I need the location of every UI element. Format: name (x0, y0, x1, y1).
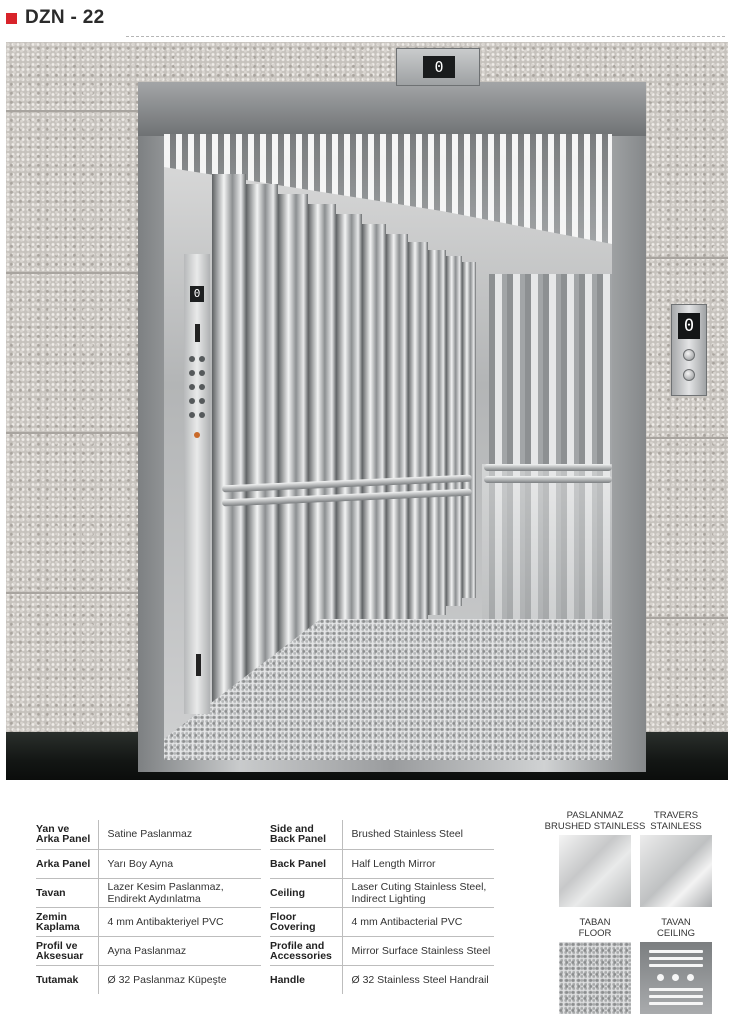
spec-value: Yarı Boy Ayna (98, 849, 261, 878)
spec-value: Ø 32 Stainless Steel Handrail (351, 973, 489, 986)
swatch-caption-travers (621, 810, 731, 832)
table-row (270, 878, 494, 907)
spec-value: 4 mm Antibakteriyel PVC (98, 907, 261, 936)
swatch-floor (559, 942, 631, 1014)
side-panel (246, 184, 278, 724)
spec-label: Profile and Accessories (270, 936, 342, 965)
floor-button[interactable] (199, 412, 205, 418)
side-panel (278, 194, 308, 704)
service-slot-icon (196, 654, 201, 676)
floor-button[interactable] (189, 412, 195, 418)
side-panel (362, 224, 386, 654)
table-row (270, 965, 494, 994)
stone-seam (6, 110, 141, 112)
spec-table-turkish (36, 820, 261, 994)
hall-display: 0 (678, 313, 700, 339)
page-title: DZN - 22 (25, 7, 105, 28)
table-row (270, 907, 494, 936)
spec-label: Back Panel (270, 849, 342, 878)
floor-button[interactable] (189, 356, 195, 362)
door-header (138, 82, 646, 136)
table-row (36, 965, 261, 994)
spec-label: Tavan (36, 878, 98, 907)
swatch-caption-line: BRUSHED STAINLESS (544, 821, 646, 832)
floor-button[interactable] (189, 370, 195, 376)
spec-label: Arka Panel (36, 849, 98, 878)
spec-label: Tutamak (36, 965, 98, 994)
handrail (484, 476, 612, 483)
red-square-icon (6, 13, 17, 24)
spec-value: Lazer Kesim Paslanmaz, Endirekt Aydınlatma (98, 878, 261, 907)
spec-label: Ceiling (270, 878, 342, 907)
side-panel (408, 242, 428, 627)
table-row (36, 936, 261, 965)
table-row (36, 820, 261, 849)
side-panel (462, 262, 476, 598)
floor-indicator-display: 0 (423, 56, 455, 78)
spec-label: Side and Back Panel (270, 820, 342, 849)
stone-seam (642, 437, 728, 439)
spec-value: Mirror Surface Stainless Steel (342, 936, 494, 965)
spec-table-english (270, 820, 494, 994)
spec-label: Yan ve Arka Panel (36, 820, 98, 849)
swatch-brushed-stainless (559, 835, 631, 907)
ceiling-slot (649, 964, 703, 967)
swatch-caption-ceiling (621, 917, 731, 939)
call-down-button[interactable] (683, 369, 695, 381)
spec-value: Brushed Stainless Steel (342, 820, 494, 849)
swatch-caption-line: CEILING (656, 928, 695, 939)
floor-button[interactable] (199, 370, 205, 376)
spec-value: Ø 32 Paslanmaz Küpeşte (107, 973, 227, 986)
swatch-ceiling (640, 942, 712, 1014)
side-panel (336, 214, 362, 669)
spec-label: Floor Covering (270, 907, 342, 936)
side-panel (428, 250, 446, 615)
ceiling-slot (649, 995, 703, 998)
spec-label: Zemin Kaplama (36, 907, 98, 936)
header-divider (126, 36, 725, 37)
key-switch-icon (195, 324, 200, 342)
swatch-travers-stainless (640, 835, 712, 907)
ceiling-light (657, 974, 664, 981)
table-row (36, 907, 261, 936)
alarm-button[interactable] (194, 432, 200, 438)
call-up-button[interactable] (683, 349, 695, 361)
car-operating-panel (184, 254, 210, 714)
stone-seam (6, 592, 141, 594)
floor-indicator (396, 48, 480, 86)
floor-button[interactable] (189, 384, 195, 390)
ceiling-slot (649, 950, 703, 953)
side-panel (446, 256, 462, 606)
side-panel (212, 174, 246, 744)
spec-value: 4 mm Antibacterial PVC (342, 907, 494, 936)
stone-seam (6, 272, 141, 274)
table-row (270, 849, 494, 878)
floor-button[interactable] (199, 356, 205, 362)
floor-button[interactable] (189, 398, 195, 404)
swatch-caption-line: STAINLESS (650, 821, 702, 832)
table-row (36, 849, 261, 878)
floor-button[interactable] (199, 398, 205, 404)
side-panel (386, 234, 408, 639)
spec-label: Handle (270, 965, 342, 994)
ceiling-light (672, 974, 679, 981)
spec-value: Ayna Paslanmaz (98, 936, 261, 965)
cop-display: 0 (190, 286, 204, 302)
side-panel (308, 204, 336, 684)
swatch-caption-line: PASLANMAZ (566, 810, 624, 821)
ceiling-light (687, 974, 694, 981)
table-row (270, 820, 494, 849)
spec-label: Profil ve Aksesuar (36, 936, 98, 965)
table-row (270, 936, 494, 965)
table-row (36, 878, 261, 907)
floor-button[interactable] (199, 384, 205, 390)
page-header (6, 6, 104, 30)
spec-value: Satine Paslanmaz (98, 820, 261, 849)
stone-seam (642, 617, 728, 619)
ceiling-slot (649, 988, 703, 991)
stone-seam (6, 432, 141, 434)
elevator-image (6, 42, 728, 780)
swatch-caption-line: TABAN (579, 917, 611, 928)
back-wall-mirror (482, 464, 612, 624)
swatch-caption-line: TAVAN (661, 917, 691, 928)
stone-seam (642, 257, 728, 259)
swatch-caption-line: TRAVERS (653, 810, 699, 821)
spec-value: Half Length Mirror (342, 849, 494, 878)
swatch-caption-line: FLOOR (578, 928, 612, 939)
handrail (484, 464, 612, 471)
elevator-cabin (164, 134, 612, 760)
ceiling-slot (649, 1002, 703, 1005)
spec-value: Laser Cuting Stainless Steel, Indirect Lighting (342, 878, 494, 907)
ceiling-slot (649, 957, 703, 960)
hall-call-panel (671, 304, 707, 396)
